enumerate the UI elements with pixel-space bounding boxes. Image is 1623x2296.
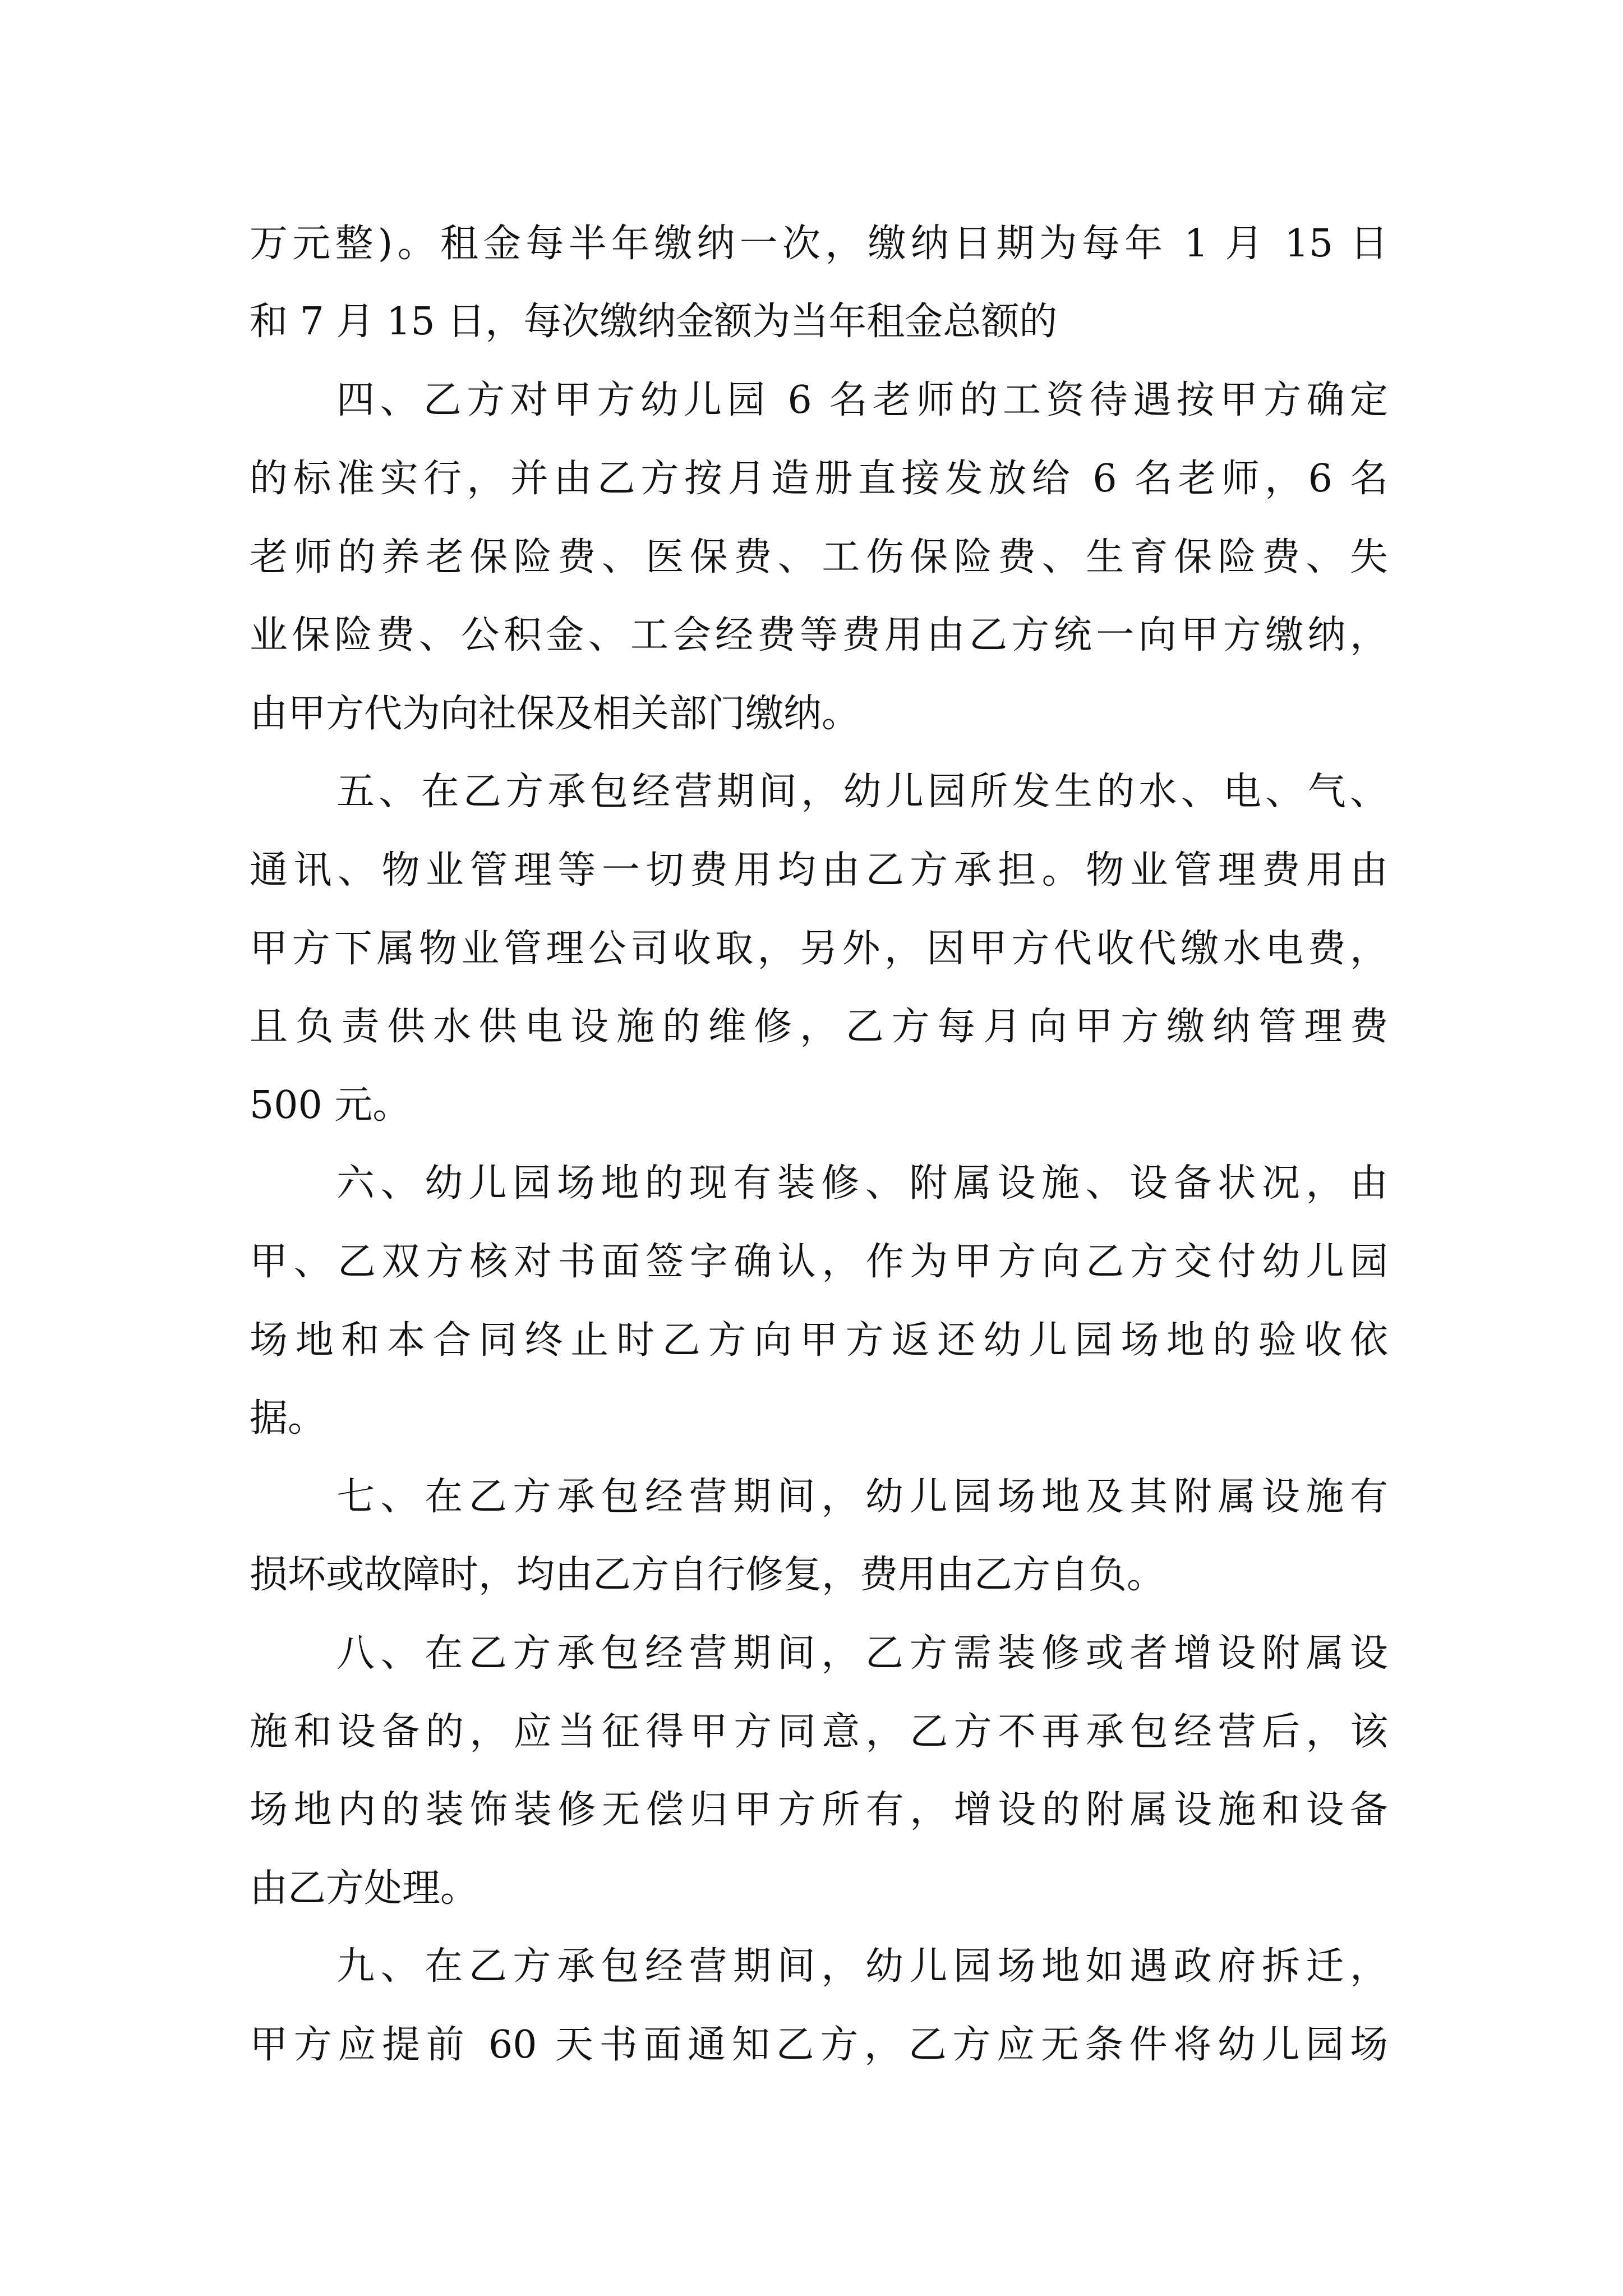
text-line: 场地和本合同终止时乙方向甲方返还幼儿园场地的验收依: [250, 1318, 1388, 1363]
paragraph-7-start: 七、在乙方承包经营期间，幼儿园场地及其附属设施有: [336, 1475, 1388, 1519]
text-line: 老师的养老保险费、医保费、工伤保险费、生育保险费、失: [250, 535, 1388, 579]
paragraph-9-start: 九、在乙方承包经营期间，幼儿园场地如遇政府拆迁，: [336, 1944, 1388, 1989]
text-line: 甲方应提前 60 天书面通知乙方，乙方应无条件将幼儿园场: [250, 2023, 1388, 2067]
text-line: 甲、乙双方核对书面签字确认，作为甲方向乙方交付幼儿园: [250, 1240, 1388, 1284]
text-line: 500 元。: [250, 1083, 411, 1128]
text-line: 通讯、物业管理等一切费用均由乙方承担。物业管理费用由: [250, 848, 1388, 892]
paragraph-6-start: 六、幼儿园场地的现有装修、附属设施、设备状况，由: [336, 1161, 1388, 1205]
text-line: 由甲方代为向社保及相关部门缴纳。: [250, 692, 860, 736]
text-line: 和 7 月 15 日，每次缴纳金额为当年租金总额的: [250, 300, 1058, 344]
text-line: 万元整)。租金每半年缴纳一次，缴纳日期为每年 1 月 15 日: [250, 222, 1388, 266]
paragraph-5-start: 五、在乙方承包经营期间，幼儿园所发生的水、电、气、: [336, 770, 1388, 814]
text-line: 甲方下属物业管理公司收取，另外，因甲方代收代缴水电费，: [250, 927, 1388, 971]
text-line: 损坏或故障时，均由乙方自行修复，费用由乙方自负。: [250, 1553, 1165, 1597]
text-line: 的标准实行，并由乙方按月造册直接发放给 6 名老师，6 名: [250, 457, 1388, 501]
text-line: 施和设备的，应当征得甲方同意，乙方不再承包经营后，该: [250, 1710, 1388, 1754]
text-line: 据。: [250, 1396, 326, 1441]
text-line: 业保险费、公积金、工会经费等费用由乙方统一向甲方缴纳，: [250, 613, 1388, 657]
text-line: 场地内的装饰装修无偿归甲方所有，增设的附属设施和设备: [250, 1788, 1388, 1832]
paragraph-8-start: 八、在乙方承包经营期间，乙方需装修或者增设附属设: [336, 1631, 1388, 1676]
text-line: 由乙方处理。: [250, 1866, 479, 1911]
paragraph-4-start: 四、乙方对甲方幼儿园 6 名老师的工资待遇按甲方确定: [336, 378, 1388, 422]
text-line: 且负责供水供电设施的维修，乙方每月向甲方缴纳管理费: [250, 1005, 1388, 1049]
